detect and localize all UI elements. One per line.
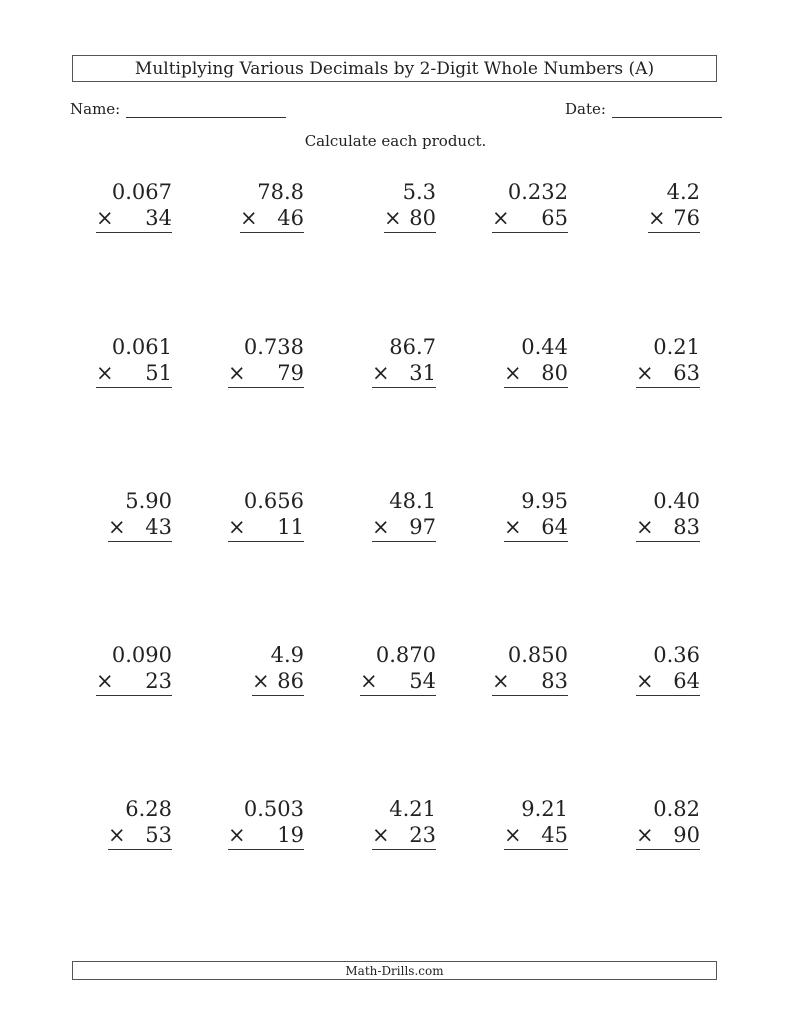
multiplicand: 86.7 bbox=[389, 335, 436, 359]
problem bbox=[360, 642, 436, 696]
times-symbol: × bbox=[96, 361, 114, 385]
problem bbox=[492, 642, 568, 696]
multiplier-row bbox=[636, 360, 700, 388]
multiplier-row bbox=[96, 668, 172, 696]
multiplier: 23 bbox=[409, 823, 436, 847]
multiplier: 54 bbox=[409, 669, 436, 693]
problem bbox=[96, 642, 172, 696]
multiplier: 34 bbox=[145, 206, 172, 230]
times-symbol: × bbox=[636, 361, 654, 385]
multiplier-row bbox=[636, 514, 700, 542]
problem bbox=[636, 642, 700, 696]
times-symbol: × bbox=[96, 669, 114, 693]
multiplicand: 4.21 bbox=[389, 797, 436, 821]
multiplicand: 9.95 bbox=[521, 489, 568, 513]
multiplier-row bbox=[636, 822, 700, 850]
multiplier-row bbox=[96, 205, 172, 233]
times-symbol: × bbox=[636, 515, 654, 539]
times-symbol: × bbox=[228, 361, 246, 385]
multiplier: 45 bbox=[541, 823, 568, 847]
worksheet-title-text: Multiplying Various Decimals by 2-Digit Whole Numbers (A) bbox=[134, 58, 655, 79]
name-label: Name: bbox=[70, 100, 121, 118]
times-symbol: × bbox=[108, 823, 126, 847]
multiplier: 19 bbox=[277, 823, 304, 847]
multiplier-row bbox=[240, 205, 304, 233]
problem bbox=[96, 334, 172, 388]
problem bbox=[648, 179, 700, 233]
multiplier: 46 bbox=[277, 206, 304, 230]
multiplier-row bbox=[504, 822, 568, 850]
multiplier: 63 bbox=[673, 361, 700, 385]
multiplier-row bbox=[492, 668, 568, 696]
multiplicand: 0.82 bbox=[653, 797, 700, 821]
problem bbox=[504, 488, 568, 542]
date-label: Date: bbox=[565, 100, 606, 118]
problem bbox=[252, 642, 304, 696]
multiplier-row bbox=[504, 360, 568, 388]
multiplicand: 0.36 bbox=[653, 643, 700, 667]
problem bbox=[228, 796, 304, 850]
multiplier-row bbox=[360, 668, 436, 696]
multiplicand: 0.44 bbox=[521, 335, 568, 359]
multiplier: 80 bbox=[409, 206, 436, 230]
multiplier-row bbox=[648, 205, 700, 233]
times-symbol: × bbox=[636, 823, 654, 847]
multiplicand: 0.21 bbox=[653, 335, 700, 359]
multiplicand: 9.21 bbox=[521, 797, 568, 821]
problem bbox=[372, 796, 436, 850]
multiplicand: 0.090 bbox=[111, 643, 172, 667]
multiplier: 64 bbox=[673, 669, 700, 693]
multiplier-row bbox=[228, 822, 304, 850]
multiplicand: 6.28 bbox=[125, 797, 172, 821]
multiplier: 31 bbox=[409, 361, 436, 385]
times-symbol: × bbox=[96, 206, 114, 230]
multiplier: 86 bbox=[277, 669, 304, 693]
multiplier: 76 bbox=[673, 206, 700, 230]
multiplier-row bbox=[228, 514, 304, 542]
footer bbox=[72, 961, 717, 980]
multiplier: 11 bbox=[277, 515, 304, 539]
multiplier: 23 bbox=[145, 669, 172, 693]
multiplier: 90 bbox=[673, 823, 700, 847]
multiplicand: 0.870 bbox=[375, 643, 436, 667]
multiplier-row bbox=[108, 514, 172, 542]
multiplier: 97 bbox=[409, 515, 436, 539]
times-symbol: × bbox=[492, 206, 510, 230]
times-symbol: × bbox=[372, 823, 390, 847]
times-symbol: × bbox=[240, 206, 258, 230]
multiplier-row bbox=[372, 514, 436, 542]
times-symbol: × bbox=[504, 823, 522, 847]
instructions: Calculate each product. bbox=[304, 132, 487, 150]
problem bbox=[636, 334, 700, 388]
multiplicand: 0.232 bbox=[507, 180, 568, 204]
times-symbol: × bbox=[360, 669, 378, 693]
times-symbol: × bbox=[228, 823, 246, 847]
problem bbox=[228, 488, 304, 542]
times-symbol: × bbox=[504, 361, 522, 385]
times-symbol: × bbox=[252, 669, 270, 693]
multiplier: 80 bbox=[541, 361, 568, 385]
multiplier-row bbox=[372, 360, 436, 388]
multiplier: 65 bbox=[541, 206, 568, 230]
times-symbol: × bbox=[648, 206, 666, 230]
problem bbox=[636, 796, 700, 850]
times-symbol: × bbox=[108, 515, 126, 539]
multiplicand: 0.738 bbox=[243, 335, 304, 359]
problem bbox=[384, 179, 436, 233]
problem bbox=[492, 179, 568, 233]
problem bbox=[96, 179, 172, 233]
multiplier: 51 bbox=[145, 361, 172, 385]
multiplicand: 0.061 bbox=[111, 335, 172, 359]
multiplicand: 0.40 bbox=[653, 489, 700, 513]
multiplier-row bbox=[228, 360, 304, 388]
problem bbox=[108, 796, 172, 850]
multiplier: 43 bbox=[145, 515, 172, 539]
times-symbol: × bbox=[384, 206, 402, 230]
times-symbol: × bbox=[228, 515, 246, 539]
multiplicand: 0.656 bbox=[243, 489, 304, 513]
problem bbox=[108, 488, 172, 542]
multiplicand: 4.2 bbox=[666, 180, 700, 204]
multiplier-row bbox=[108, 822, 172, 850]
times-symbol: × bbox=[492, 669, 510, 693]
problem bbox=[504, 334, 568, 388]
problem bbox=[372, 488, 436, 542]
multiplier: 53 bbox=[145, 823, 172, 847]
problem bbox=[240, 179, 304, 233]
multiplier-row bbox=[252, 668, 304, 696]
problem bbox=[504, 796, 568, 850]
multiplicand: 48.1 bbox=[389, 489, 436, 513]
problem bbox=[372, 334, 436, 388]
multiplicand: 4.9 bbox=[270, 643, 304, 667]
multiplier: 79 bbox=[277, 361, 304, 385]
times-symbol: × bbox=[372, 515, 390, 539]
multiplier-row bbox=[636, 668, 700, 696]
multiplicand: 78.8 bbox=[257, 180, 304, 204]
problem bbox=[636, 488, 700, 542]
multiplier-row bbox=[372, 822, 436, 850]
problem bbox=[228, 334, 304, 388]
multiplier: 83 bbox=[673, 515, 700, 539]
multiplier: 83 bbox=[541, 669, 568, 693]
multiplicand: 5.3 bbox=[402, 180, 436, 204]
multiplicand: 0.067 bbox=[111, 180, 172, 204]
multiplicand: 0.850 bbox=[507, 643, 568, 667]
multiplier-row bbox=[384, 205, 436, 233]
multiplicand: 0.503 bbox=[243, 797, 304, 821]
times-symbol: × bbox=[636, 669, 654, 693]
times-symbol: × bbox=[372, 361, 390, 385]
multiplier-row bbox=[96, 360, 172, 388]
multiplier-row bbox=[492, 205, 568, 233]
multiplicand: 5.90 bbox=[125, 489, 172, 513]
multiplier-row bbox=[504, 514, 568, 542]
multiplier: 64 bbox=[541, 515, 568, 539]
footer-text: Math-Drills.com bbox=[345, 963, 444, 978]
times-symbol: × bbox=[504, 515, 522, 539]
